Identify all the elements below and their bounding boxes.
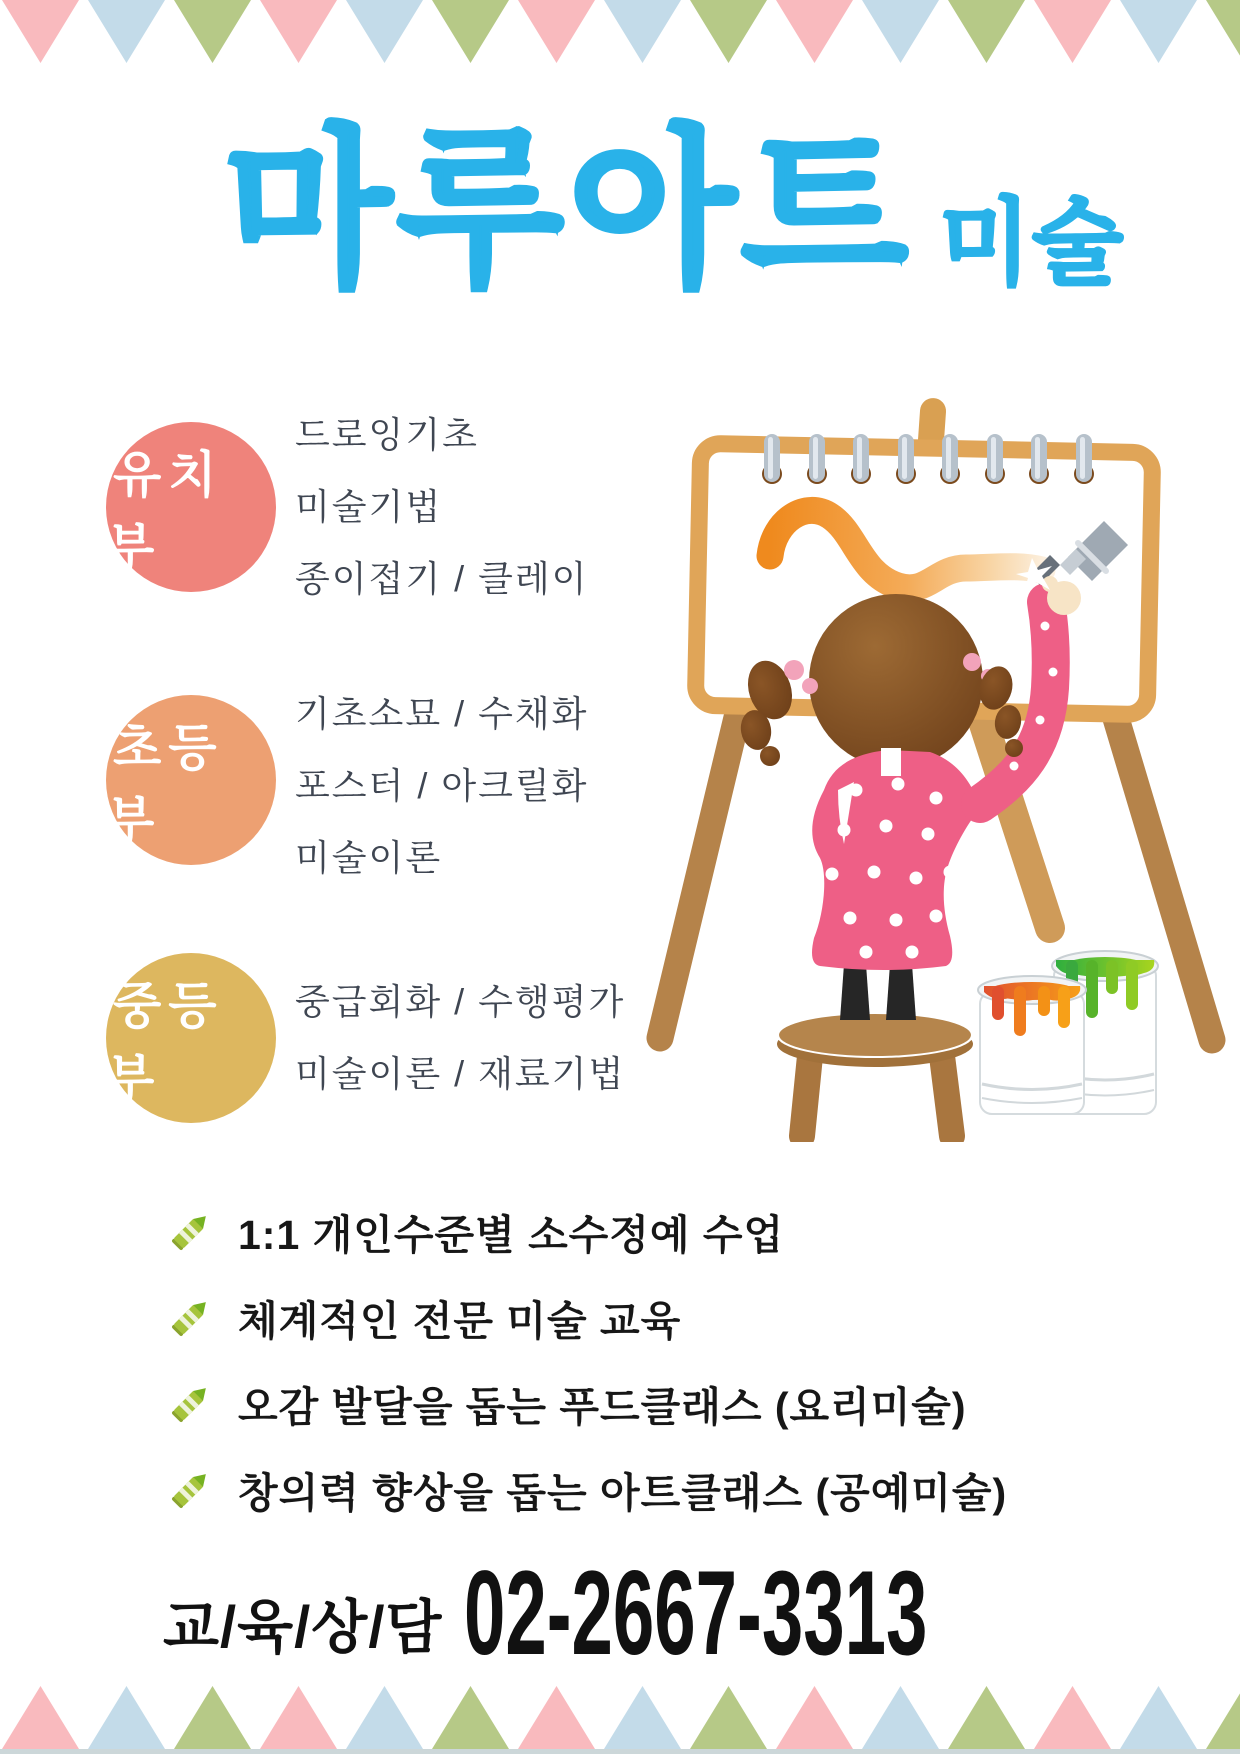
pennant-triangle: [432, 1686, 509, 1749]
pennant-triangle: [1034, 1686, 1111, 1749]
pennant-triangle: [604, 1686, 681, 1749]
program-items-elementary: [295, 678, 588, 894]
pennant-triangle: [88, 0, 165, 63]
pennant-triangle: [690, 0, 767, 63]
badge-elementary: [106, 695, 276, 865]
stool: [777, 1014, 973, 1136]
program-item: 미술이론 / 재료기법: [295, 1053, 626, 1094]
pennant-triangle: [776, 0, 853, 63]
collar: [881, 748, 901, 776]
pennant-triangle: [518, 1686, 595, 1749]
program-item: 기초소묘 / 수채화: [295, 693, 589, 734]
pennant-triangle: [1120, 1686, 1197, 1749]
pennant-triangle: [2, 0, 79, 63]
pennant-triangle: [1034, 0, 1111, 63]
bottom-edge-strip: [0, 1749, 1240, 1754]
green-crayon-icon: [168, 1208, 214, 1254]
feature-text: 창의력 향상을 돕는 아트클래스 (공예미술): [238, 1469, 1008, 1516]
contact-bar: [163, 1546, 1212, 1680]
features-list: [168, 1188, 1007, 1532]
feature-row: [168, 1188, 1007, 1274]
pennant-triangle: [518, 0, 595, 63]
green-crayon-icon: [168, 1380, 214, 1426]
feature-text: 체계적인 전문 미술 교육: [238, 1297, 682, 1344]
green-crayon-icon: [168, 1466, 214, 1512]
feature-text: 1:1 개인수준별 소수정예 수업: [238, 1211, 785, 1258]
badge-label: 초등부: [106, 720, 224, 848]
pennant-triangle: [948, 0, 1025, 63]
pennant-triangle: [260, 0, 337, 63]
girl-painting-illustration: [598, 358, 1240, 1142]
badge-kindergarten: [106, 422, 276, 592]
brand-title: 마루아트: [224, 114, 914, 306]
polka-dot-dress: [812, 748, 980, 970]
badge-middle: [106, 953, 276, 1123]
pennant-triangle: [862, 0, 939, 63]
pennant-triangle: [1120, 0, 1197, 63]
program-items-middle: [295, 966, 625, 1110]
orange-paint-can: [978, 976, 1086, 1114]
pennant-triangle: [346, 0, 423, 63]
program-item: 중급회화 / 수행평가: [295, 981, 626, 1022]
pennant-triangle: [174, 0, 251, 63]
contact-label: 교/육/상/담: [163, 1595, 443, 1660]
pennant-triangle: [1206, 1686, 1240, 1749]
pennant-triangle: [2, 1686, 79, 1749]
contact-phone-number: 02-2667-3313: [464, 1546, 928, 1680]
feature-row: [168, 1274, 1007, 1360]
green-crayon-icon: [168, 1294, 214, 1340]
program-item: 미술이론: [295, 837, 443, 878]
feature-text: 오감 발달을 돕는 푸드클래스 (요리미술): [238, 1383, 967, 1430]
program-item: 종이접기 / 클레이: [295, 558, 589, 599]
pennant-triangle: [1206, 0, 1240, 63]
pennant-triangle: [432, 0, 509, 63]
pennant-triangle: [690, 1686, 767, 1749]
pennant-triangle: [346, 1686, 423, 1749]
pennant-triangle: [88, 1686, 165, 1749]
brand-subtitle: 미술: [939, 189, 1126, 295]
pennant-triangle: [260, 1686, 337, 1749]
pennant-triangle: [604, 0, 681, 63]
pennant-triangle: [776, 1686, 853, 1749]
pennant-triangle: [948, 1686, 1025, 1749]
program-item: 미술기법: [295, 486, 443, 527]
girl-head: [809, 594, 983, 768]
bunting-top: [2, 0, 1240, 63]
program-item: 포스터 / 아크릴화: [295, 765, 589, 806]
program-items-kindergarten: [295, 399, 588, 615]
program-item: 드로잉기초: [295, 414, 479, 455]
pennant-triangle: [174, 1686, 251, 1749]
brand-header: [55, 114, 1240, 306]
badge-label: 유치부: [106, 447, 224, 575]
bunting-bottom: [2, 1686, 1240, 1749]
girl-painting-at-easel-graphic: [598, 358, 1240, 1142]
pennant-triangle: [862, 1686, 939, 1749]
badge-label: 중등부: [106, 978, 224, 1106]
feature-row: [168, 1446, 1007, 1532]
feature-row: [168, 1360, 1007, 1446]
